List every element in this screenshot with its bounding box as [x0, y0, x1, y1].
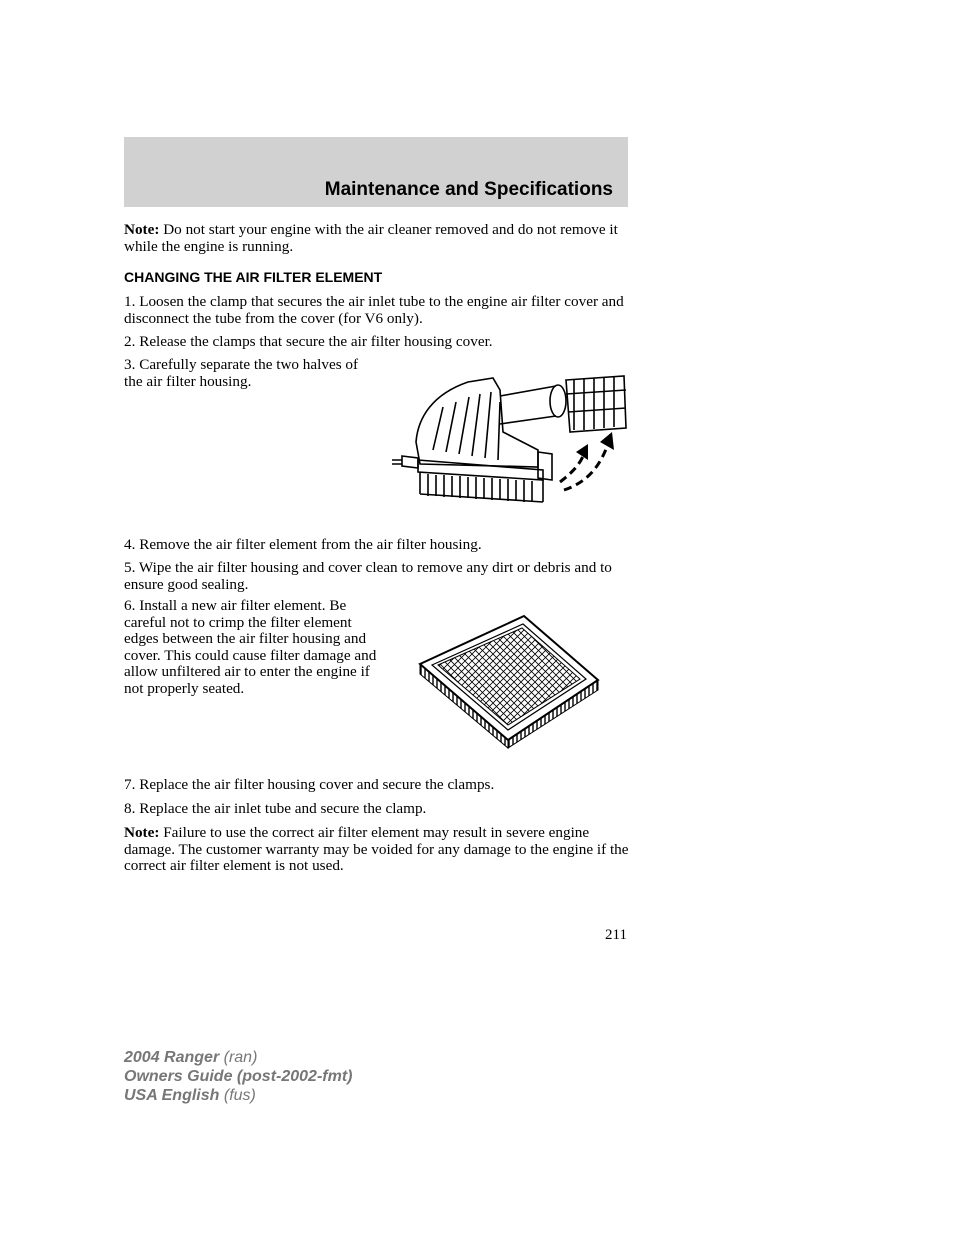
note-text: Do not start your engine with the air cleaner removed and do not remove it while the engine is running.	[124, 221, 618, 255]
section-heading: CHANGING THE AIR FILTER ELEMENT	[124, 269, 383, 285]
footer-line-2: Owners Guide (post-2002-fmt)	[124, 1068, 353, 1085]
section-title: Maintenance and Specifications	[324, 179, 613, 200]
step-1: 1. Loosen the clamp that secures the air inlet tube to the engine air filter cover and disconnect the tube from the cover (for V6 only).	[124, 293, 624, 327]
note-text: Failure to use the correct air filter element may result in severe engine damage. The customer warranty may be voided for any damage to the engine if the correct air filter element is not used.	[124, 824, 629, 874]
air-filter-housing-illustration	[388, 372, 630, 512]
step-5: 5. Wipe the air filter housing and cover clean to remove any dirt or debris and to ensure good sealing.	[124, 559, 612, 593]
step-3: 3. Carefully separate the two halves of the air filter housing.	[124, 356, 359, 390]
page-number: 211	[605, 927, 627, 943]
note-paragraph-1	[124, 222, 630, 255]
step-7: 7. Replace the air filter housing cover and secure the clamps.	[124, 776, 495, 793]
note-label: Note:	[124, 824, 160, 841]
footer-line-3: USA English (fus)	[124, 1087, 256, 1104]
note-label: Note:	[124, 221, 160, 238]
air-filter-element-illustration	[416, 612, 602, 750]
step-8: 8. Replace the air inlet tube and secure the clamp.	[124, 800, 427, 817]
document-footer	[124, 1048, 352, 1105]
step-6: 6. Install a new air filter element. Be careful not to crimp the filter element edges between the air filter housing and cover. This could cause filter damage and allow unfiltered air to enter the engine if not properly seated.	[124, 597, 377, 697]
section-header-band	[124, 137, 628, 207]
footer-line-1: 2004 Ranger (ran)	[124, 1049, 258, 1066]
step-4: 4. Remove the air filter element from the air filter housing.	[124, 536, 482, 553]
step-2: 2. Release the clamps that secure the air filter housing cover.	[124, 333, 493, 350]
note-paragraph-2	[124, 825, 630, 875]
